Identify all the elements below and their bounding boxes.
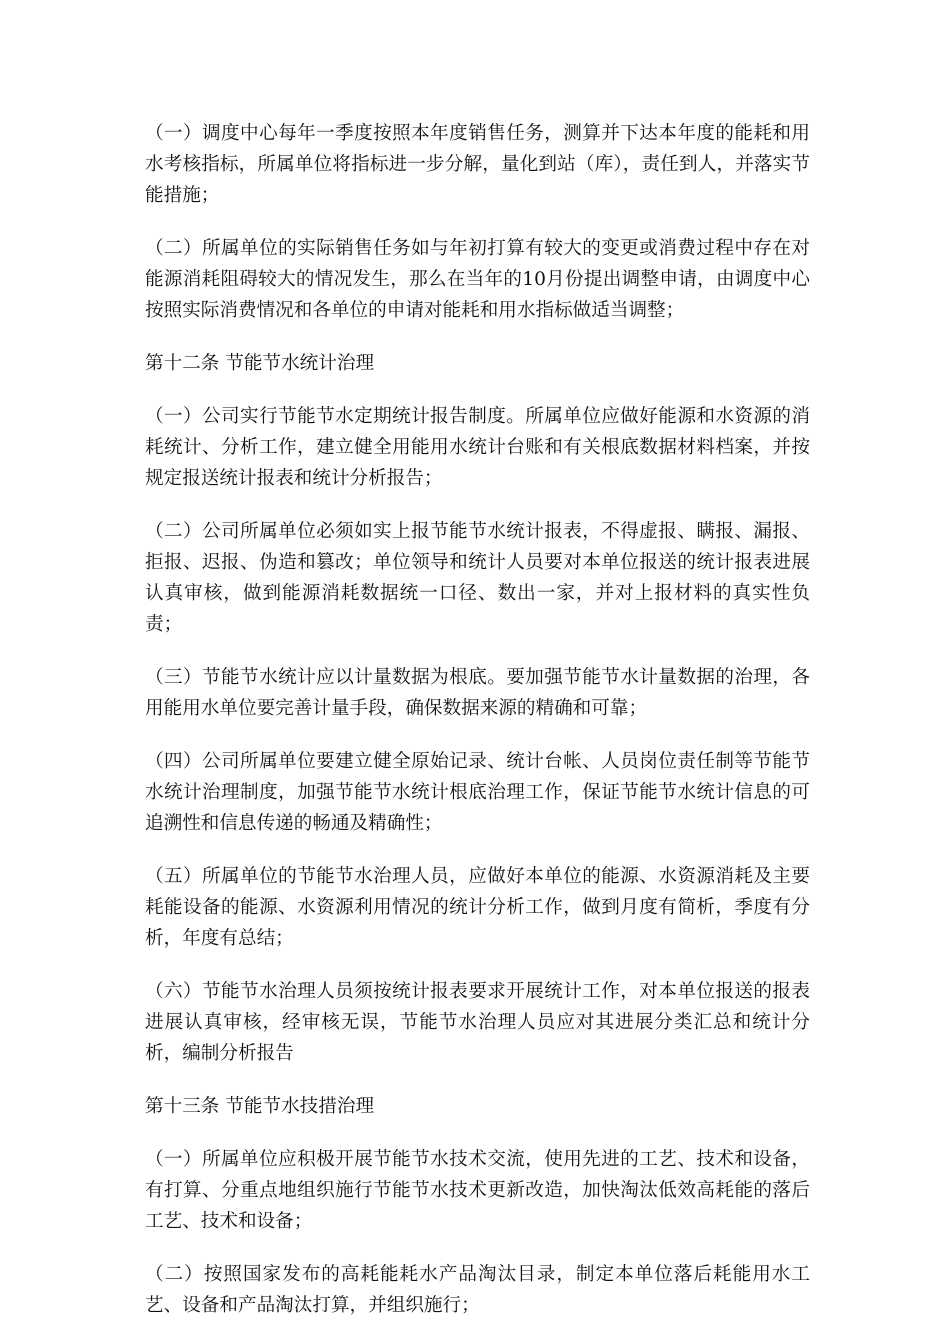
article-item-paragraph: （二）按照国家发布的高耗能耗水产品淘汰目录，制定本单位落后耗能用水工艺、设备和产品淘汰打算，并组织施行； xyxy=(145,1264,810,1316)
article-item-paragraph: （二）所属单位的实际销售任务如与年初打算有较大的变更或消费过程中存在对能源消耗阻碍较大的情况发生，那么在当年的10月份提出调整申请，由调度中心按照实际消费情况和各单位的申请对能耗和用水指标做适当调整； xyxy=(145,238,810,321)
article-item-paragraph: （六）节能节水治理人员须按统计报表要求开展统计工作，对本单位报送的报表进展认真审核，经审核无误，节能节水治理人员应对其进展分类汇总和统计分析，编制分析报告 xyxy=(145,981,810,1064)
article-item-paragraph: （四）公司所属单位要建立健全原始记录、统计台帐、人员岗位责任制等节能节水统计治理制度，加强节能节水统计根底治理工作，保证节能节水统计信息的可追溯性和信息传递的畅通及精确性； xyxy=(145,751,810,834)
article-item-paragraph: （一）所属单位应积极开展节能节水技术交流，使用先进的工艺、技术和设备，有打算、分重点地组织施行节能节水技术更新改造，加快淘汰低效高耗能的落后工艺、技术和设备； xyxy=(145,1149,810,1232)
article-heading: 第十二条 节能节水统计治理 xyxy=(145,353,375,374)
article-item-paragraph: （一）调度中心每年一季度按照本年度销售任务，测算并下达本年度的能耗和用水考核指标，所属单位将指标进一步分解，量化到站（库），责任到人，并落实节能措施； xyxy=(145,123,810,206)
article-item-paragraph: （二）公司所属单位必须如实上报节能节水统计报表，不得虚报、瞒报、漏报、拒报、迟报、伪造和篡改；单位领导和统计人员要对本单位报送的统计报表进展认真审核，做到能源消耗数据统一口径、数出一家，并对上报材料的真实性负责； xyxy=(145,521,810,635)
article-item-paragraph: （一）公司实行节能节水定期统计报告制度。所属单位应做好能源和水资源的消耗统计、分析工作，建立健全用能用水统计台账和有关根底数据材料档案，并按规定报送统计报表和统计分析报告； xyxy=(145,406,810,489)
article-item-paragraph: （三）节能节水统计应以计量数据为根底。要加强节能节水计量数据的治理，各用能用水单位要完善计量手段，确保数据来源的精确和可靠； xyxy=(145,667,810,719)
article-heading: 第十三条 节能节水技措治理 xyxy=(145,1096,375,1117)
document-page xyxy=(145,118,810,1343)
article-item-paragraph: （五）所属单位的节能节水治理人员，应做好本单位的能源、水资源消耗及主要耗能设备的能源、水资源利用情况的统计分析工作，做到月度有简析，季度有分析，年度有总结； xyxy=(145,866,810,949)
